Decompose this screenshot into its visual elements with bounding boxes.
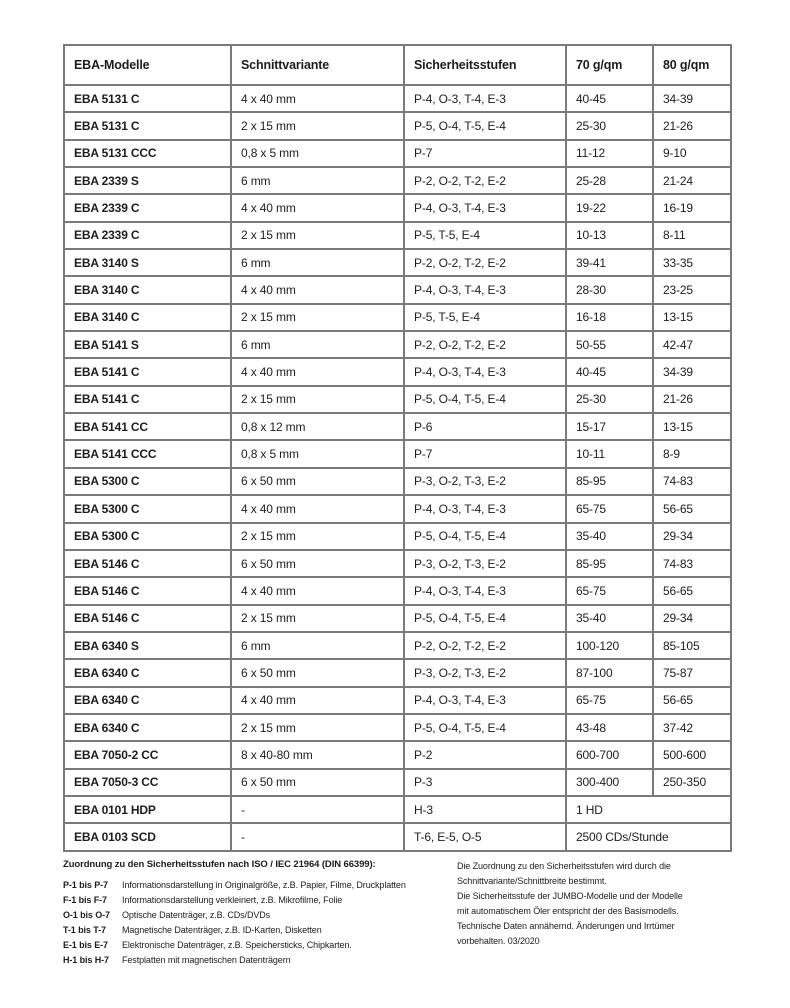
cell-70g: 300-400 [567, 770, 654, 797]
table-row [65, 551, 732, 578]
cell-model: EBA 6340 C [65, 688, 232, 715]
cell-model: EBA 5146 C [65, 551, 232, 578]
legend-block [63, 859, 406, 968]
cell-cut: 6 x 50 mm [232, 469, 405, 496]
cell-model: EBA 3140 C [65, 305, 232, 332]
cell-cut: 0,8 x 12 mm [232, 414, 405, 441]
table-row [65, 223, 732, 250]
cell-levels: P-3, O-2, T-3, E-2 [405, 551, 567, 578]
cell-levels: P-4, O-3, T-4, E-3 [405, 688, 567, 715]
cell-model: EBA 5300 C [65, 524, 232, 551]
cell-levels: P-2 [405, 742, 567, 769]
cell-model: EBA 6340 C [65, 715, 232, 742]
cell-model: EBA 6340 S [65, 633, 232, 660]
cell-levels: P-3, O-2, T-3, E-2 [405, 660, 567, 687]
legend-item [63, 878, 406, 893]
legend-term: F-1 bis F-7 [63, 895, 107, 905]
note-line: Die Zuordnung zu den Sicherheitsstufen wird durch die [457, 861, 671, 871]
cell-cut: 2 x 15 mm [232, 223, 405, 250]
table-row [65, 387, 732, 414]
table-row [65, 359, 732, 386]
cell-cut: 6 mm [232, 332, 405, 359]
cell-80g: 16-19 [654, 195, 732, 222]
cell-cut: 2 x 15 mm [232, 524, 405, 551]
cell-model: EBA 0101 HDP [65, 797, 232, 824]
cell-cut: 0,8 x 5 mm [232, 441, 405, 468]
legend-title: Zuordnung zu den Sicherheitsstufen nach ISO / IEC 21964 (DIN 66399): [63, 859, 376, 870]
table-row [65, 578, 732, 605]
cell-cut: 4 x 40 mm [232, 359, 405, 386]
cell-80g: 8-11 [654, 223, 732, 250]
cell-model: EBA 5141 C [65, 359, 232, 386]
cell-80g: 37-42 [654, 715, 732, 742]
cell-80g: 13-15 [654, 305, 732, 332]
cell-levels: P-2, O-2, T-2, E-2 [405, 168, 567, 195]
cell-70g: 10-13 [567, 223, 654, 250]
cell-80g: 74-83 [654, 469, 732, 496]
models-table-header [65, 46, 732, 86]
cell-70g: 65-75 [567, 688, 654, 715]
cell-cut: 6 mm [232, 168, 405, 195]
cell-70g: 15-17 [567, 414, 654, 441]
cell-model: EBA 5300 C [65, 469, 232, 496]
legend-item [63, 953, 406, 968]
legend-item [63, 908, 406, 923]
cell-70g: 100-120 [567, 633, 654, 660]
legend-item [63, 923, 406, 938]
table-row [65, 660, 732, 687]
cell-levels: P-3 [405, 770, 567, 797]
cell-levels: P-5, T-5, E-4 [405, 305, 567, 332]
note-line: Die Sicherheitsstufe der JUMBO-Modelle und der Modelle [457, 891, 683, 901]
table-row [65, 168, 732, 195]
cell-80g: 75-87 [654, 660, 732, 687]
cell-80g: 13-15 [654, 414, 732, 441]
cell-model: EBA 5300 C [65, 496, 232, 523]
col-header-schnittvariante: Schnittvariante [232, 46, 405, 86]
legend-description: Festplatten mit magnetischen Datenträgern [122, 955, 291, 965]
cell-levels: P-3, O-2, T-3, E-2 [405, 469, 567, 496]
cell-70g: 11-12 [567, 141, 654, 168]
table-row [65, 824, 732, 851]
legend-term: E-1 bis E-7 [63, 940, 108, 950]
cell-cut: 6 mm [232, 633, 405, 660]
cell-70g: 1 HD [567, 797, 732, 824]
cell-70g: 35-40 [567, 524, 654, 551]
col-header-eba-modelle: EBA-Modelle [65, 46, 232, 86]
cell-model: EBA 5141 CCC [65, 441, 232, 468]
cell-70g: 16-18 [567, 305, 654, 332]
cell-70g: 10-11 [567, 441, 654, 468]
table-row [65, 277, 732, 304]
cell-levels: P-5, O-4, T-5, E-4 [405, 715, 567, 742]
cell-levels: P-4, O-3, T-4, E-3 [405, 578, 567, 605]
cell-cut: 4 x 40 mm [232, 578, 405, 605]
cell-model: EBA 3140 C [65, 277, 232, 304]
cell-levels: P-2, O-2, T-2, E-2 [405, 633, 567, 660]
col-header-sicherheitsstufen: Sicherheitsstufen [405, 46, 567, 86]
models-table-body [65, 86, 732, 852]
note-line: Technische Daten annähernd. Änderungen und Irrtümer [457, 921, 675, 931]
cell-levels: P-5, O-4, T-5, E-4 [405, 113, 567, 140]
table-row [65, 250, 732, 277]
cell-80g: 8-9 [654, 441, 732, 468]
cell-70g: 65-75 [567, 496, 654, 523]
cell-model: EBA 2339 C [65, 223, 232, 250]
cell-cut: 4 x 40 mm [232, 688, 405, 715]
cell-80g: 21-26 [654, 387, 732, 414]
cell-levels: P-2, O-2, T-2, E-2 [405, 250, 567, 277]
cell-cut: 4 x 40 mm [232, 195, 405, 222]
cell-80g: 250-350 [654, 770, 732, 797]
table-row [65, 86, 732, 113]
cell-model: EBA 5141 C [65, 387, 232, 414]
legend-term: P-1 bis P-7 [63, 880, 108, 890]
cell-levels: P-4, O-3, T-4, E-3 [405, 496, 567, 523]
cell-70g: 65-75 [567, 578, 654, 605]
cell-80g: 56-65 [654, 496, 732, 523]
cell-model: EBA 5141 S [65, 332, 232, 359]
cell-cut: 4 x 40 mm [232, 277, 405, 304]
legend-description: Elektronische Datenträger, z.B. Speichersticks, Chipkarten. [122, 940, 352, 950]
cell-levels: P-5, O-4, T-5, E-4 [405, 387, 567, 414]
legend-term: T-1 bis T-7 [63, 925, 106, 935]
table-row [65, 688, 732, 715]
cell-80g: 9-10 [654, 141, 732, 168]
legend-description: Informationsdarstellung verkleinert, z.B. Mikrofilme, Folie [122, 895, 343, 905]
cell-70g: 25-30 [567, 387, 654, 414]
table-row [65, 797, 732, 824]
legend-term: O-1 bis O-7 [63, 910, 110, 920]
table-row [65, 414, 732, 441]
cell-levels: P-4, O-3, T-4, E-3 [405, 86, 567, 113]
notes-block [457, 859, 683, 949]
cell-levels: P-6 [405, 414, 567, 441]
cell-70g: 40-45 [567, 359, 654, 386]
cell-80g: 56-65 [654, 578, 732, 605]
cell-70g: 40-45 [567, 86, 654, 113]
cell-80g: 29-34 [654, 606, 732, 633]
legend-description: Optische Datenträger, z.B. CDs/DVDs [122, 910, 271, 920]
legend-item [63, 893, 406, 908]
cell-cut: 4 x 40 mm [232, 496, 405, 523]
cell-70g: 87-100 [567, 660, 654, 687]
cell-model: EBA 7050-3 CC [65, 770, 232, 797]
cell-cut: 8 x 40-80 mm [232, 742, 405, 769]
legend-description: Magnetische Datenträger, z.B. ID-Karten, Disketten [122, 925, 322, 935]
cell-80g: 34-39 [654, 359, 732, 386]
cell-model: EBA 5146 C [65, 578, 232, 605]
legend-item [63, 938, 406, 953]
col-header-70gqm: 70 g/qm [567, 46, 654, 86]
table-row [65, 469, 732, 496]
cell-model: EBA 5131 C [65, 113, 232, 140]
cell-model: EBA 7050-2 CC [65, 742, 232, 769]
cell-model: EBA 2339 C [65, 195, 232, 222]
cell-cut: 2 x 15 mm [232, 113, 405, 140]
table-row [65, 332, 732, 359]
table-row [65, 715, 732, 742]
table-row [65, 305, 732, 332]
table-row [65, 113, 732, 140]
legend-items [63, 878, 406, 968]
table-row [65, 141, 732, 168]
table-row [65, 496, 732, 523]
cell-80g: 29-34 [654, 524, 732, 551]
cell-model: EBA 2339 S [65, 168, 232, 195]
table-row [65, 524, 732, 551]
cell-70g: 35-40 [567, 606, 654, 633]
cell-70g: 28-30 [567, 277, 654, 304]
cell-cut: 6 x 50 mm [232, 551, 405, 578]
header-row [65, 46, 732, 86]
note-line: mit automatischem Öler entspricht der des Basismodells. [457, 906, 679, 916]
cell-cut: 6 mm [232, 250, 405, 277]
cell-70g: 19-22 [567, 195, 654, 222]
col-header-80gqm: 80 g/qm [654, 46, 732, 86]
cell-80g: 85-105 [654, 633, 732, 660]
cell-cut: 6 x 50 mm [232, 660, 405, 687]
cell-80g: 23-25 [654, 277, 732, 304]
cell-model: EBA 3140 S [65, 250, 232, 277]
models-table [63, 44, 732, 852]
cell-levels: P-7 [405, 441, 567, 468]
cell-cut: - [232, 824, 405, 851]
cell-levels: P-2, O-2, T-2, E-2 [405, 332, 567, 359]
cell-70g: 25-30 [567, 113, 654, 140]
cell-model: EBA 5146 C [65, 606, 232, 633]
cell-70g: 43-48 [567, 715, 654, 742]
cell-70g: 85-95 [567, 469, 654, 496]
cell-levels: P-4, O-3, T-4, E-3 [405, 277, 567, 304]
cell-cut: 2 x 15 mm [232, 387, 405, 414]
legend-term: H-1 bis H-7 [63, 955, 109, 965]
cell-70g: 2500 CDs/Stunde [567, 824, 732, 851]
cell-cut: 4 x 40 mm [232, 86, 405, 113]
cell-cut: 2 x 15 mm [232, 606, 405, 633]
cell-levels: T-6, E-5, O-5 [405, 824, 567, 851]
cell-70g: 600-700 [567, 742, 654, 769]
cell-model: EBA 5131 CCC [65, 141, 232, 168]
cell-model: EBA 0103 SCD [65, 824, 232, 851]
cell-70g: 50-55 [567, 332, 654, 359]
cell-model: EBA 5131 C [65, 86, 232, 113]
note-line: Schnittvariante/Schnittbreite bestimmt. [457, 876, 607, 886]
cell-80g: 56-65 [654, 688, 732, 715]
cell-70g: 85-95 [567, 551, 654, 578]
cell-80g: 42-47 [654, 332, 732, 359]
cell-cut: 2 x 15 mm [232, 305, 405, 332]
cell-cut: - [232, 797, 405, 824]
note-line: vorbehalten. 03/2020 [457, 936, 540, 946]
cell-model: EBA 5141 CC [65, 414, 232, 441]
cell-70g: 25-28 [567, 168, 654, 195]
cell-cut: 0,8 x 5 mm [232, 141, 405, 168]
cell-model: EBA 6340 C [65, 660, 232, 687]
table-row [65, 633, 732, 660]
cell-levels: P-5, O-4, T-5, E-4 [405, 524, 567, 551]
cell-levels: P-4, O-3, T-4, E-3 [405, 359, 567, 386]
cell-80g: 74-83 [654, 551, 732, 578]
cell-cut: 6 x 50 mm [232, 770, 405, 797]
table-row [65, 441, 732, 468]
cell-80g: 21-26 [654, 113, 732, 140]
table-row [65, 606, 732, 633]
cell-80g: 33-35 [654, 250, 732, 277]
table-row [65, 770, 732, 797]
table-row [65, 195, 732, 222]
cell-levels: P-7 [405, 141, 567, 168]
cell-cut: 2 x 15 mm [232, 715, 405, 742]
cell-levels: P-4, O-3, T-4, E-3 [405, 195, 567, 222]
cell-80g: 500-600 [654, 742, 732, 769]
cell-levels: P-5, T-5, E-4 [405, 223, 567, 250]
legend-description: Informationsdarstellung in Originalgröße, z.B. Papier, Filme, Druckplatten [122, 880, 406, 890]
cell-80g: 21-24 [654, 168, 732, 195]
cell-levels: H-3 [405, 797, 567, 824]
cell-70g: 39-41 [567, 250, 654, 277]
cell-80g: 34-39 [654, 86, 732, 113]
table-row [65, 742, 732, 769]
cell-levels: P-5, O-4, T-5, E-4 [405, 606, 567, 633]
